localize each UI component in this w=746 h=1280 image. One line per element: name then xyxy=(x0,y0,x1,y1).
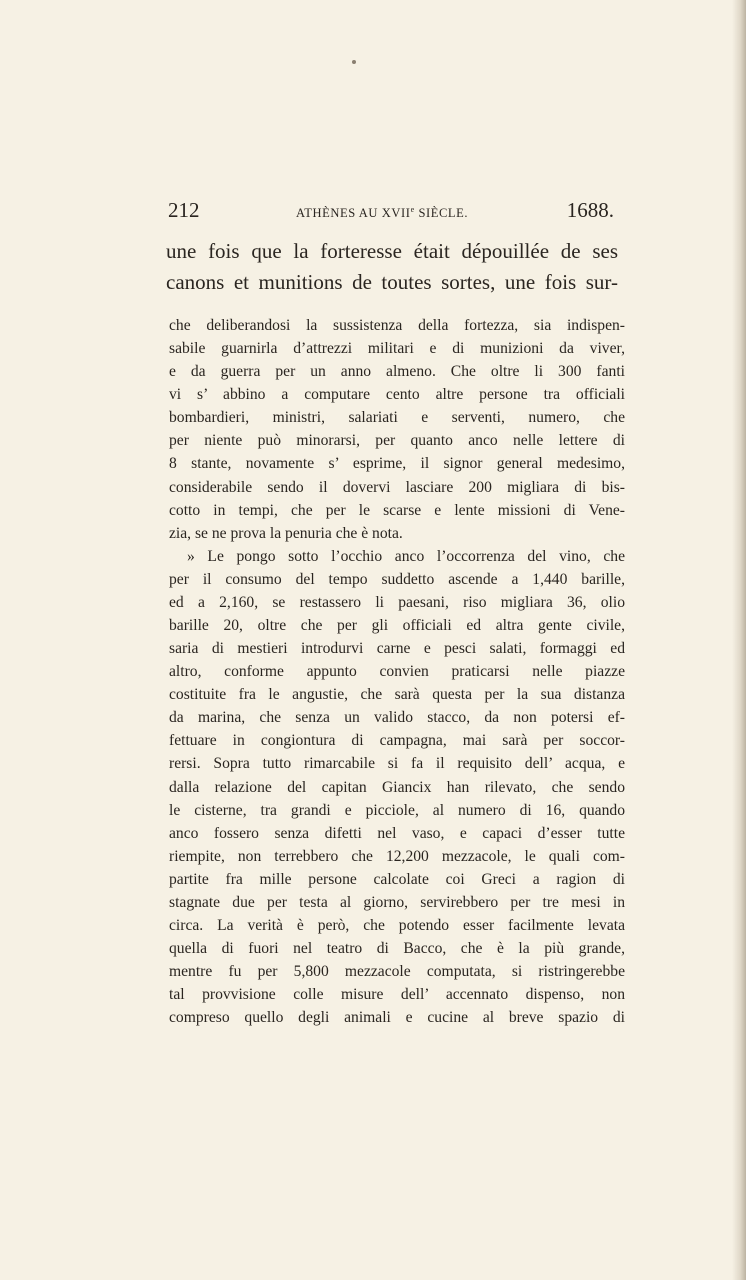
italian-line: quella di fuori nel teatro di Bacco, che è la più grande, xyxy=(169,940,625,958)
page-header xyxy=(168,198,614,232)
italian-line: considerabile sendo il dovervi lasciare 200 migliara di bis- xyxy=(169,478,625,496)
french-line: une fois que la forteresse était dépouillée de ses xyxy=(166,239,618,263)
italian-line: dalla relazione del capitan Giancix han rilevato, che sendo xyxy=(169,778,625,796)
italian-line: le cisterne, tra grandi e picciole, al numero di 16, quando xyxy=(169,801,625,819)
paper-speck xyxy=(352,60,356,64)
italian-line: altro, conforme appunto convien praticarsi nelle piazze xyxy=(169,663,625,681)
italian-line: vi s’ abbino a computare cento altre persone tra officiali xyxy=(169,386,625,404)
italian-line: anco fossero senza difetti nel vaso, e capaci d’esser tutte xyxy=(169,824,625,842)
italian-line: circa. La verità è però, che potendo esser facilmente levata xyxy=(169,917,625,935)
italian-line: zia, se ne prova la penuria che è nota. xyxy=(169,524,403,542)
italian-quotation xyxy=(169,314,625,1029)
italian-line: ed a 2,160, se restassero li paesani, riso migliara 36, olio xyxy=(169,593,625,611)
running-title-superscript: e xyxy=(410,205,415,214)
italian-line: » Le pongo sotto l’occhio anco l’occorrenza del vino, che xyxy=(187,547,625,565)
italian-line: costituite fra le angustie, che sarà questa per la sua distanza xyxy=(169,686,625,704)
italian-line: rersi. Sopra tutto rimarcabile si fa il requisito dell’ acqua, e xyxy=(169,755,625,773)
italian-line: per il consumo del tempo suddetto ascende a 1,440 barille, xyxy=(169,570,625,588)
running-title-end: SIÈCLE. xyxy=(414,206,469,221)
french-paragraph xyxy=(166,236,618,298)
running-title xyxy=(296,205,468,221)
italian-line: e da guerra per un anno almeno. Che oltre li 300 fanti xyxy=(169,363,625,381)
italian-line: mentre fu per 5,800 mezzacole computata, si ristringerebbe xyxy=(169,963,625,981)
page-number: 212 xyxy=(168,198,200,222)
italian-line: bombardieri, ministri, salariati e serventi, numero, che xyxy=(169,409,625,427)
italian-line: cotto in tempi, che per le scarse e lente missioni di Vene- xyxy=(169,501,625,519)
italian-line: barille 20, oltre che per gli officiali ed altra gente civile, xyxy=(169,617,625,635)
page-year: 1688. xyxy=(566,198,614,222)
italian-line: per niente può minorarsi, per quanto anco nelle lettere di xyxy=(169,432,625,450)
italian-line: compreso quello degli animali e cucine al breve spazio di xyxy=(169,1009,625,1027)
italian-line: saria di mestieri introdurvi carne e pesci salati, formaggi ed xyxy=(169,640,625,658)
italian-line: 8 stante, novamente s’ esprime, il signor general medesimo, xyxy=(169,455,625,473)
italian-line: riempite, non terrebbero che 12,200 mezzacole, le quali com- xyxy=(169,847,625,865)
italian-line: partite fra mille persone calcolate coi Greci a ragion di xyxy=(169,870,625,888)
french-line: canons et munitions de toutes sortes, une fois sur- xyxy=(166,270,618,294)
italian-line: fettuare in congiontura di campagna, mai sarà per soccor- xyxy=(169,732,625,750)
italian-line: che deliberandosi la sussistenza della fortezza, sia indispen- xyxy=(169,317,625,334)
italian-line: tal provvisione colle misure dell’ accennato dispenso, non xyxy=(169,986,625,1004)
page-edge-shadow xyxy=(732,0,746,1280)
running-title-main: ATHÈNES AU XVII xyxy=(296,206,411,221)
italian-line: sabile guarnirla d’attrezzi militari e di munizioni da viver, xyxy=(169,340,625,358)
italian-line: da marina, che senza un valido stacco, da non potersi ef- xyxy=(169,709,625,727)
italian-line: stagnate due per testa al giorno, servirebbero per tre mesi in xyxy=(169,893,625,911)
